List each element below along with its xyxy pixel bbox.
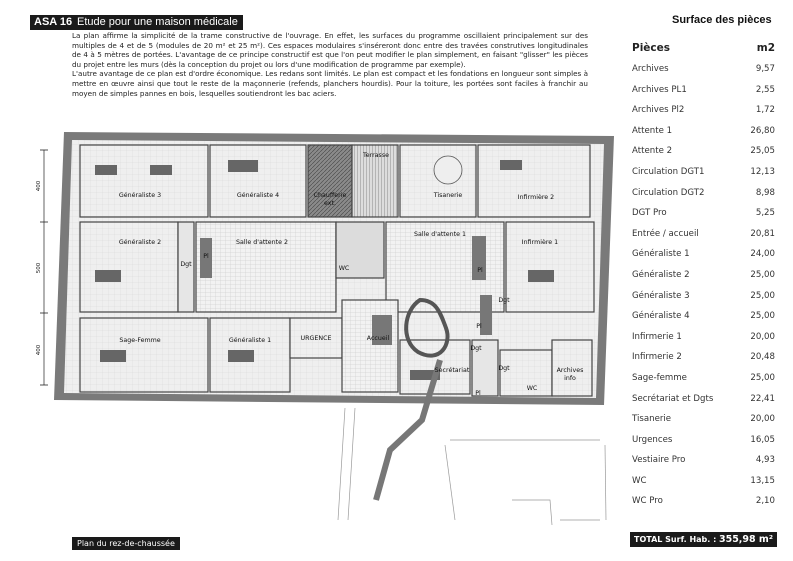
surface-row: [632, 247, 775, 268]
label-salle-attente-1: Salle d'attente 1: [414, 231, 466, 238]
surface-row: [632, 144, 775, 165]
surfaces-list: [632, 62, 775, 515]
label-infirmiere-2: Infirmière 2: [517, 194, 555, 201]
room-area: 25,00: [750, 311, 775, 322]
surface-row: [632, 62, 775, 83]
room-area: 20,81: [750, 228, 775, 239]
room-name: WC: [632, 475, 647, 486]
room-name: Urgences: [632, 434, 673, 445]
label-secretariat: Secrétariat: [434, 367, 470, 374]
plan-caption: Plan du rez-de-chaussée: [72, 537, 180, 550]
total-surface: [630, 532, 777, 547]
room-area: 25,05: [750, 146, 775, 157]
dimension-label-2: 500: [36, 262, 42, 274]
room-area: 8,98: [755, 187, 775, 198]
room-area: 24,00: [750, 249, 775, 260]
label-infirmiere-1: Infirmière 1: [521, 239, 559, 246]
rooms: [80, 145, 594, 396]
room-name: Entrée / accueil: [632, 228, 699, 239]
room-area: 20,00: [750, 331, 775, 342]
room-name: Attente 2: [632, 146, 673, 157]
label-pl-left: Pl: [203, 253, 209, 260]
room-area: 25,00: [750, 372, 775, 383]
page-title: Etude pour une maison médicale: [72, 15, 243, 30]
dimension-line: [36, 150, 48, 385]
surface-row: [632, 165, 775, 186]
room-area: 12,13: [750, 166, 775, 177]
label-archives-info: info: [564, 375, 576, 382]
room-area: 25,00: [750, 269, 775, 280]
intro-paragraph-2: L'autre avantage de ce plan est d'ordre économique. Les redans sont limités. Le plan est compact et les fondations en longueur sont simples à mettre en œuvre ainsi que tout le reste de la maçonnerie (refends, planchers hourdis). Pour la toiture, les portées sont faciles à franchir au moyen de simples pannes en bois, lesquelles soutiendront les bac aciers.: [72, 69, 588, 98]
room-area: 2,55: [755, 84, 775, 95]
room-area: 20,48: [750, 352, 775, 363]
surface-row: [632, 186, 775, 207]
room-name: Généraliste 3: [632, 290, 690, 301]
room-area: 13,15: [750, 475, 775, 486]
room-name: Généraliste 2: [632, 269, 690, 280]
column-rooms: Pièces: [632, 42, 671, 54]
room-name: Sage-femme: [632, 372, 687, 383]
label-dgt-secretariat: Dgt: [470, 345, 482, 352]
label-generaliste-4: Généraliste 4: [236, 192, 280, 199]
surface-row: [632, 289, 775, 310]
room-name: Secrétariat et Dgts: [632, 393, 714, 404]
room-name: Circulation DGT1: [632, 166, 705, 177]
surface-row: [632, 124, 775, 145]
room-area: 1,72: [755, 105, 775, 116]
dimension-label-1: 400: [36, 180, 42, 192]
surface-row: [632, 433, 775, 454]
room-name: Circulation DGT2: [632, 187, 705, 198]
room-area: 16,05: [750, 434, 775, 445]
label-generaliste-2: Généraliste 2: [118, 239, 162, 246]
label-pl-bottom: Pl: [475, 390, 481, 397]
room-area: 5,25: [755, 208, 775, 219]
label-sage-femme: Sage-Femme: [119, 337, 161, 344]
project-tag: ASA 16: [30, 15, 76, 30]
surface-row: [632, 371, 775, 392]
label-urgence: URGENCE: [300, 335, 332, 342]
label-pl-mid: Pl: [477, 267, 483, 274]
surface-row: [632, 453, 775, 474]
site-lines: [338, 408, 606, 525]
surface-row: [632, 494, 775, 515]
room-name: Attente 1: [632, 125, 673, 136]
surface-row: [632, 474, 775, 495]
surface-row: [632, 103, 775, 124]
label-dgt-bottom: Dgt: [498, 365, 510, 372]
label-wc-center: WC: [338, 265, 350, 272]
label-accueil: Accueil: [366, 335, 390, 342]
room-area: 20,00: [750, 414, 775, 425]
surface-row: [632, 392, 775, 413]
surface-row: [632, 227, 775, 248]
room-name: Infirmerie 1: [632, 331, 682, 342]
room-name: Généraliste 1: [632, 249, 690, 260]
label-dgt-left: Dgt: [180, 261, 192, 268]
surface-row: [632, 412, 775, 433]
column-unit: m2: [756, 42, 775, 54]
surface-row: [632, 309, 775, 330]
room-name: Généraliste 4: [632, 311, 690, 322]
label-tisanerie: Tisanerie: [433, 192, 463, 199]
label-generaliste-3: Généraliste 3: [118, 192, 162, 199]
room-area: 4,93: [755, 455, 775, 466]
label-salle-attente-2: Salle d'attente 2: [236, 239, 288, 246]
total-label: TOTAL Surf. Hab. :: [634, 535, 717, 544]
label-pl-mid-2: Pl: [476, 323, 482, 330]
label-chaufferie: Chaufferie: [313, 192, 347, 199]
room-area: 26,80: [750, 125, 775, 136]
label-generaliste-1: Généraliste 1: [228, 337, 272, 344]
surface-row: [632, 83, 775, 104]
room-name: Vestiaire Pro: [632, 455, 686, 466]
label-terrasse: Terrasse: [362, 152, 390, 159]
room-name: Tisanerie: [632, 414, 672, 425]
room-area: 9,57: [755, 64, 775, 74]
label-wc-bottom: WC: [526, 385, 538, 392]
room-name: Archives: [632, 64, 669, 74]
room-name: WC Pro: [632, 496, 663, 507]
surfaces-title: Surface des pièces: [672, 14, 772, 26]
label-dgt-right: Dgt: [498, 297, 510, 304]
surface-row: [632, 330, 775, 351]
surface-row: [632, 206, 775, 227]
room-area: 22,41: [750, 393, 775, 404]
room-name: DGT Pro: [632, 208, 667, 219]
surface-row: [632, 350, 775, 371]
room-name: Archives PL1: [632, 84, 687, 95]
label-archives: Archives: [556, 367, 584, 374]
total-value: 355,98 m²: [718, 534, 773, 545]
intro-paragraph-1: La plan affirme la simplicité de la trame constructive de l'ouvrage. En effet, les surfaces du programme oscillaient principalement sur des multiples de 4 et de 5 (modules de 20 m² et 25 m²). Ces espaces modulaires s'inséreront donc entre des travées construtives longitudinales de 4 à 5 mètres de portées. L'avantage de ce principe constructif est que l'on peut modifier le plan simplement, en faisant "glisser" les pièces du projet entre les murs (dès la conception du projet ou lors d'une modification de programme par exemple).: [72, 31, 588, 69]
room-area: 2,10: [755, 496, 775, 507]
room-area: 25,00: [750, 290, 775, 301]
dimension-label-3: 400: [36, 344, 42, 356]
label-chaufferie-ext: ext.: [324, 200, 336, 207]
room-name: Archives Pl2: [632, 105, 685, 116]
room-name: Infirmerie 2: [632, 352, 682, 363]
surface-row: [632, 268, 775, 289]
